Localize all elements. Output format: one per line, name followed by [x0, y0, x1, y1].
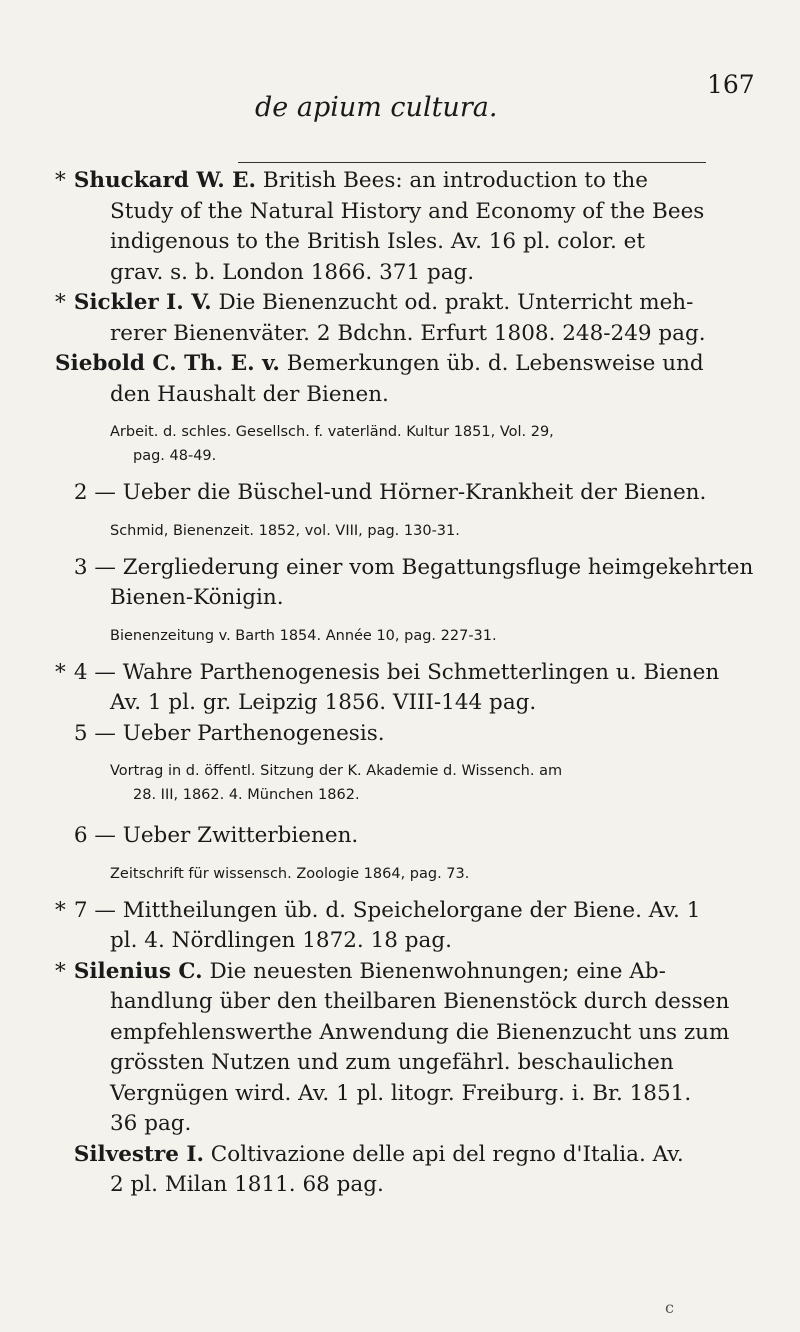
title-text: — Ueber Zwitterbienen.	[94, 823, 359, 848]
entry-silvestre	[55, 1140, 775, 1201]
title-text: pl. 4. Nördlingen 1872. 18 pag.	[110, 928, 452, 953]
entry-number: 3	[73, 554, 88, 580]
title-text: 2 pl. Milan 1811. 68 pag.	[110, 1172, 384, 1197]
source-citation: Schmid, Bienenzeit. 1852, vol. VIII, pag. 130-31.	[110, 522, 460, 539]
title-text: Die neuesten Bienenwohnungen; eine Ab-	[209, 958, 666, 984]
asterisk-mark: *	[55, 168, 66, 193]
title-text: den Haushalt der Bienen.	[110, 381, 389, 407]
entry-number: 6	[73, 823, 88, 848]
footer-mark: c	[665, 1298, 674, 1317]
asterisk-mark: *	[55, 290, 66, 315]
source-citation: 28. III, 1862. 4. München 1862.	[133, 787, 360, 803]
entry-siebold-3	[55, 553, 775, 648]
title-text: 36 pag.	[110, 1111, 192, 1136]
author-name: Siebold C. Th. E. v.	[55, 351, 280, 376]
source-citation: Arbeit. d. schles. Gesellsch. f. vaterländ. Kultur 1851, Vol. 29,	[110, 424, 554, 440]
title-text: handlung über den theilbaren Bienenstöck durch dessen	[110, 989, 730, 1014]
source-citation: pag. 48-49.	[133, 448, 217, 464]
title-text: British Bees: an introduction to the	[262, 168, 648, 193]
title-text: Die Bienenzucht od. prakt. Unterricht meh-	[218, 290, 694, 315]
title-text: Bemerkungen üb. d. Lebensweise und	[286, 351, 704, 376]
title-text: rerer Bienenväter. 2 Bdchn. Erfurt 1808. 248-249 pag.	[110, 320, 706, 346]
author-name: Silvestre I.	[73, 1141, 204, 1167]
title-text: Bienen-Königin.	[110, 585, 284, 610]
header-rule	[238, 162, 706, 163]
title-text: — Ueber Parthenogenesis.	[94, 720, 385, 746]
entry-siebold-7	[55, 896, 775, 957]
source-citation: Zeitschrift für wissensch. Zoologie 1864, pag. 73.	[110, 865, 470, 882]
asterisk-mark: *	[55, 659, 66, 685]
source-citation: Vortrag in d. öffentl. Sitzung der K. Akademie d. Wissench. am	[110, 763, 563, 779]
title-text: grössten Nutzen und zum ungefährl. beschaulichen	[110, 1050, 674, 1075]
title-text: — Mittheilungen üb. d. Speichelorgane der Biene. Av. 1	[94, 897, 701, 923]
title-text: Study of the Natural History and Economy of the Bees	[110, 198, 705, 224]
entry-siebold-6	[55, 821, 775, 886]
asterisk-mark: *	[55, 897, 66, 923]
title-text: indigenous to the British Isles. Av. 16 pl. color. et	[110, 229, 646, 254]
source-citation: Bienenzeitung v. Barth 1854. Année 10, pag. 227-31.	[110, 627, 497, 644]
entry-siebold	[55, 349, 775, 468]
entry-number: 4	[73, 659, 88, 685]
entry-silenius	[55, 957, 775, 1140]
entry-shuckard	[55, 166, 775, 288]
title-text: Coltivazione delle api del regno d'Italia. Av.	[210, 1141, 684, 1167]
entry-sickler	[55, 288, 775, 349]
title-text: — Ueber die Büschel-und Hörner-Krankheit der Bienen.	[94, 480, 707, 505]
entry-number: 5	[73, 720, 88, 746]
author-name: Sickler I. V.	[73, 290, 212, 315]
title-text: — Wahre Parthenogenesis bei Schmetterlingen u. Bienen	[94, 659, 720, 685]
running-title: de apium cultura.	[255, 92, 498, 123]
title-text: grav. s. b. London 1866. 371 pag.	[110, 259, 475, 285]
author-name: Silenius C.	[73, 958, 203, 984]
asterisk-mark: *	[55, 958, 66, 984]
title-text: Vergnügen wird. Av. 1 pl. litogr. Freiburg. i. Br. 1851.	[110, 1080, 692, 1106]
title-text: Av. 1 pl. gr. Leipzig 1856. VIII-144 pag.	[110, 690, 537, 715]
entry-siebold-2	[55, 478, 775, 543]
author-name: Shuckard W. E.	[73, 168, 257, 193]
entry-siebold-4	[55, 658, 775, 719]
entry-number: 2	[73, 480, 88, 505]
bibliography-list	[55, 166, 775, 1201]
page-number: 167	[707, 70, 755, 99]
title-text: empfehlenswerthe Anwendung die Bienenzucht uns zum	[110, 1019, 730, 1045]
entry-siebold-5	[55, 719, 775, 808]
entry-number: 7	[73, 897, 88, 923]
title-text: — Zergliederung einer vom Begattungsfluge heimgekehrten	[94, 554, 754, 580]
